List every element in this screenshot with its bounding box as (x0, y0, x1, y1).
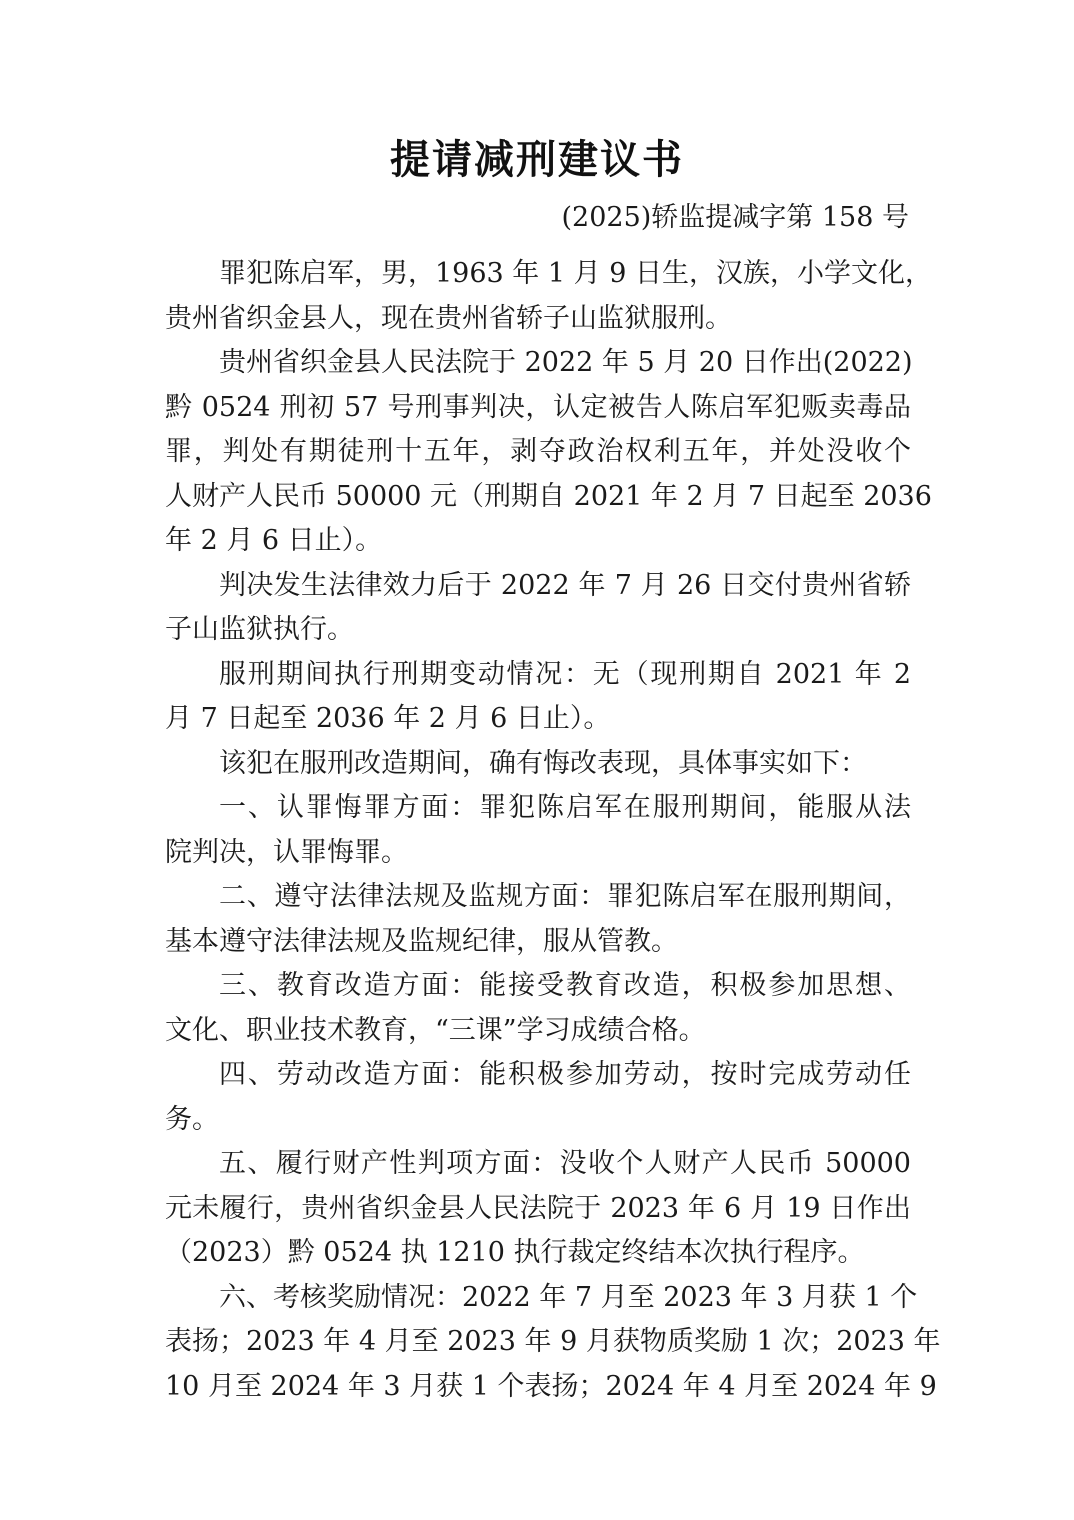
paragraph-line: 一、认罪悔罪方面：罪犯陈启军在服刑期间，能服从法 (219, 792, 911, 823)
paragraph-line: 文化、职业技术教育，“三课”学习成绩合格。 (165, 1014, 706, 1046)
paragraph-line: 人财产人民币 50000 元（刑期自 2021 年 2 月 7 日起至 2036 (165, 480, 932, 512)
paragraph-line: 基本遵守法律法规及监规纪律，服从管教。 (165, 925, 678, 957)
document-body (165, 252, 941, 1409)
paragraph-line: 院判决，认罪悔罪。 (165, 836, 408, 868)
paragraph-facts-intro (165, 742, 911, 787)
paragraph-execution (165, 564, 911, 653)
paragraph-term-changes (165, 653, 911, 742)
paragraph-line: 务。 (165, 1103, 219, 1135)
paragraph-personal-info (165, 252, 932, 341)
paragraph-line: 年 2 月 6 日止）。 (165, 525, 383, 556)
paragraph-line: 黔 0524 刑初 57 号刑事判决，认定被告人陈启军犯贩卖毒品 (165, 391, 911, 423)
paragraph-line: 10 月至 2024 年 3 月获 1 个表扬；2024 年 4 月至 2024 年 9 (165, 1370, 937, 1402)
paragraph-line: 二、遵守法律法规及监规方面：罪犯陈启军在服刑期间， (219, 881, 911, 912)
paragraph-judgment (165, 341, 932, 564)
paragraph-labor (165, 1053, 911, 1142)
paragraph-law-compliance (165, 875, 911, 964)
document-title: 提请减刑建议书 (390, 136, 684, 183)
paragraph-line: 元未履行，贵州省织金县人民法院于 2023 年 6 月 19 日作出 (165, 1192, 911, 1224)
paragraph-education (165, 964, 911, 1053)
paragraph-line: 三、教育改造方面：能接受教育改造，积极参加思想、 (219, 970, 911, 1001)
paragraph-line: 罪，判处有期徒刑十五年，剥夺政治权利五年，并处没收个 (165, 436, 911, 467)
paragraph-line: 服刑期间执行刑期变动情况：无（现刑期自 2021 年 2 (219, 658, 911, 690)
paragraph-line: 判决发生法律效力后于 2022 年 7 月 26 日交付贵州省轿 (219, 569, 911, 601)
paragraph-line: 该犯在服刑改造期间，确有悔改表现，具体事实如下： (219, 747, 867, 779)
paragraph-line: 子山监狱执行。 (165, 614, 354, 645)
paragraph-remorse (165, 786, 911, 875)
paragraph-property-judgment (165, 1142, 911, 1276)
paragraph-line: 罪犯陈启军，男，1963 年 1 月 9 日生，汉族，小学文化， (219, 258, 932, 289)
paragraph-line: 四、劳动改造方面：能积极参加劳动，按时完成劳动任 (219, 1059, 911, 1090)
paragraph-line: 月 7 日起至 2036 年 2 月 6 日止）。 (165, 703, 611, 734)
paragraph-rewards (165, 1276, 941, 1410)
document-number: (2025)轿监提减字第 158 号 (561, 202, 909, 233)
paragraph-line: 五、履行财产性判项方面：没收个人财产人民币 50000 (219, 1148, 911, 1179)
paragraph-line: 六、考核奖励情况：2022 年 7 月至 2023 年 3 月获 1 个 (219, 1281, 918, 1313)
paragraph-line: 贵州省织金县人，现在贵州省轿子山监狱服刑。 (165, 302, 732, 334)
paragraph-line: 贵州省织金县人民法院于 2022 年 5 月 20 日作出(2022) (219, 347, 913, 378)
paragraph-line: 表扬；2023 年 4 月至 2023 年 9 月获物质奖励 1 次；2023 年 (165, 1326, 941, 1357)
paragraph-line: （2023）黔 0524 执 1210 执行裁定终结本次执行程序。 (165, 1237, 865, 1268)
